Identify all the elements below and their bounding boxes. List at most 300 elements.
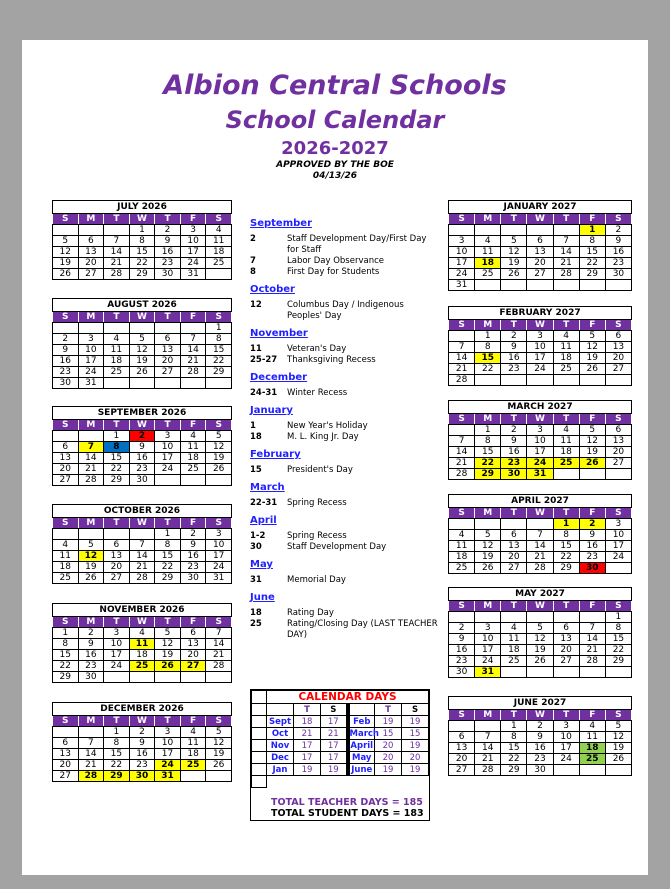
- day-cell: 27: [449, 765, 475, 776]
- week-row: [53, 453, 232, 464]
- calendar-days-row: [252, 764, 429, 776]
- day-cell: 19: [501, 258, 527, 269]
- day-cell: 8: [129, 236, 155, 247]
- day-cell: 25: [104, 367, 130, 378]
- event-item: [250, 575, 440, 586]
- teacher-days: 19: [375, 716, 402, 728]
- day-cell: 15: [129, 247, 155, 258]
- weekday-header: T: [553, 508, 579, 519]
- student-days: 20: [402, 752, 429, 764]
- weekday-header: T: [155, 617, 181, 628]
- month-label: Nov: [267, 740, 294, 752]
- day-cell: 11: [53, 551, 79, 562]
- day-cell: 29: [104, 771, 130, 782]
- day-cell: 20: [180, 650, 206, 661]
- day-cell: 6: [155, 334, 181, 345]
- empty-cell: [475, 375, 501, 386]
- day-cell: 24: [78, 367, 104, 378]
- day-cell: 11: [206, 236, 232, 247]
- day-cell: 25: [180, 464, 206, 475]
- event-month-heading[interactable]: March: [250, 482, 285, 493]
- event-month-heading[interactable]: May: [250, 559, 273, 570]
- empty-cell: [475, 519, 501, 530]
- day-cell: 18: [501, 645, 527, 656]
- day-cell: 1: [104, 727, 130, 738]
- day-cell: 11: [449, 541, 475, 552]
- day-cell: 5: [206, 727, 232, 738]
- week-row: [53, 727, 232, 738]
- col-student-2: S: [402, 704, 429, 716]
- day-cell: 7: [78, 738, 104, 749]
- weekday-header: T: [553, 710, 579, 721]
- empty-cell: [527, 612, 553, 623]
- day-cell: 21: [78, 464, 104, 475]
- day-cell: 2: [155, 225, 181, 236]
- day-cell: 25: [129, 661, 155, 672]
- weekday-header: T: [501, 214, 527, 225]
- calendar-days-row: [252, 728, 429, 740]
- weekday-header: S: [53, 617, 79, 628]
- event-date: 15: [250, 465, 262, 475]
- teacher-days: 19: [294, 764, 321, 776]
- empty-cell: [78, 727, 104, 738]
- day-cell: 17: [527, 447, 553, 458]
- day-cell: 20: [553, 645, 579, 656]
- month-november-2026: [52, 603, 232, 683]
- day-cell: 3: [527, 331, 553, 342]
- day-cell: 2: [501, 425, 527, 436]
- event-item: [250, 608, 440, 619]
- month-label: Sept: [267, 716, 294, 728]
- empty-cell: [155, 378, 181, 389]
- event-date: 30: [250, 542, 262, 552]
- month-june-2027: [448, 696, 632, 776]
- weekday-header: T: [553, 320, 579, 331]
- day-cell: 7: [475, 732, 501, 743]
- week-row: [53, 258, 232, 269]
- empty-cell: [53, 431, 79, 442]
- month-april-2027: [448, 494, 632, 574]
- event-item: [250, 300, 440, 322]
- event-item: [250, 388, 440, 399]
- day-cell: 25: [553, 458, 579, 469]
- week-row: [449, 765, 632, 776]
- empty-cell: [553, 375, 579, 386]
- day-cell: 12: [206, 738, 232, 749]
- day-cell: 21: [78, 760, 104, 771]
- day-cell: 29: [553, 563, 579, 574]
- day-cell: 8: [155, 540, 181, 551]
- day-cell: 14: [206, 639, 232, 650]
- empty-cell: [155, 475, 181, 486]
- empty-cell: [475, 721, 501, 732]
- event-date: 18: [250, 608, 262, 618]
- weekday-header: W: [129, 716, 155, 727]
- teacher-days: 15: [375, 728, 402, 740]
- week-row: [449, 721, 632, 732]
- event-month-heading[interactable]: June: [250, 592, 275, 603]
- day-cell: 31: [155, 771, 181, 782]
- weekday-header: T: [104, 312, 130, 323]
- day-cell: 17: [180, 247, 206, 258]
- day-cell: 15: [553, 541, 579, 552]
- day-cell: 9: [605, 236, 631, 247]
- day-cell: 13: [605, 342, 631, 353]
- day-cell: 12: [527, 634, 553, 645]
- student-days: 19: [321, 764, 348, 776]
- empty-cell: [553, 469, 579, 480]
- empty-cell: [104, 323, 130, 334]
- day-cell: 17: [155, 453, 181, 464]
- empty-cell: [553, 280, 579, 291]
- event-date: 1: [250, 421, 256, 431]
- day-cell: 27: [605, 458, 631, 469]
- day-cell: 9: [501, 342, 527, 353]
- week-row: [53, 236, 232, 247]
- day-cell: 9: [155, 236, 181, 247]
- event-description: Spring Recess: [287, 531, 347, 541]
- empty-cell: [527, 667, 553, 678]
- month-label: April: [348, 740, 375, 752]
- day-cell: 6: [180, 628, 206, 639]
- event-description: Winter Recess: [287, 388, 348, 398]
- event-description: M. L. King Jr. Day: [287, 432, 359, 442]
- day-cell: 7: [449, 342, 475, 353]
- day-cell: 1: [129, 225, 155, 236]
- month-label: March: [349, 728, 379, 739]
- day-cell: 25: [206, 258, 232, 269]
- week-row: [449, 247, 632, 258]
- weekday-header: F: [579, 214, 605, 225]
- day-cell: 7: [527, 530, 553, 541]
- weekday-header: F: [180, 518, 206, 529]
- week-row: [53, 562, 232, 573]
- day-cell: 7: [129, 540, 155, 551]
- day-cell: 23: [129, 464, 155, 475]
- day-cell: 1: [605, 612, 631, 623]
- day-cell: 10: [527, 436, 553, 447]
- empty-cell: [206, 269, 232, 280]
- day-cell: 25: [475, 269, 501, 280]
- week-row: [53, 529, 232, 540]
- day-cell: 12: [475, 541, 501, 552]
- day-cell: 26: [53, 269, 79, 280]
- day-cell: 22: [501, 754, 527, 765]
- weekday-header: F: [180, 617, 206, 628]
- day-cell: 4: [553, 331, 579, 342]
- empty-cell: [180, 771, 206, 782]
- weekday-header: S: [53, 420, 79, 431]
- empty-cell: [579, 280, 605, 291]
- day-cell: 23: [527, 754, 553, 765]
- weekday-header: S: [605, 710, 631, 721]
- day-cell: 13: [449, 743, 475, 754]
- day-cell: 15: [475, 353, 501, 364]
- day-cell: 7: [104, 236, 130, 247]
- week-row: [53, 672, 232, 683]
- total-teacher-days: TOTAL TEACHER DAYS = 185: [271, 796, 423, 808]
- day-cell: 27: [78, 269, 104, 280]
- day-cell: 7: [579, 623, 605, 634]
- teacher-days: 21: [294, 728, 321, 740]
- day-cell: 6: [553, 623, 579, 634]
- week-row: [449, 656, 632, 667]
- week-row: [449, 436, 632, 447]
- week-row: [449, 364, 632, 375]
- day-cell: 2: [78, 628, 104, 639]
- day-cell: 23: [78, 661, 104, 672]
- event-month-heading[interactable]: October: [250, 284, 295, 295]
- day-cell: 29: [605, 656, 631, 667]
- day-cell: 25: [180, 760, 206, 771]
- day-cell: 14: [527, 541, 553, 552]
- day-cell: 17: [605, 541, 631, 552]
- day-cell: 6: [53, 738, 79, 749]
- day-cell: 24: [155, 760, 181, 771]
- day-cell: 16: [53, 356, 79, 367]
- empty-cell: [527, 280, 553, 291]
- day-cell: 5: [579, 331, 605, 342]
- empty-cell: [206, 771, 232, 782]
- day-cell: 20: [605, 447, 631, 458]
- event-month-heading[interactable]: September: [250, 218, 312, 229]
- day-cell: 7: [78, 442, 104, 453]
- weekday-header: M: [475, 508, 501, 519]
- week-row: [449, 458, 632, 469]
- event-date: 18: [250, 432, 262, 442]
- day-cell: 23: [180, 562, 206, 573]
- day-cell: 16: [129, 453, 155, 464]
- weekday-header: F: [180, 420, 206, 431]
- day-cell: 11: [129, 639, 155, 650]
- day-cell: 2: [180, 529, 206, 540]
- day-cell: 29: [475, 469, 501, 480]
- week-row: [449, 634, 632, 645]
- day-cell: 10: [475, 634, 501, 645]
- month-title: DECEMBER 2026: [53, 703, 232, 716]
- event-date: 25: [250, 619, 262, 629]
- day-cell: 20: [449, 754, 475, 765]
- day-cell: 27: [527, 269, 553, 280]
- event-description: First Day for Students: [287, 267, 380, 277]
- week-row: [449, 425, 632, 436]
- empty-cell: [449, 331, 475, 342]
- month-title: JULY 2026: [53, 201, 232, 214]
- empty-cell: [501, 375, 527, 386]
- week-row: [449, 530, 632, 541]
- day-cell: 5: [155, 628, 181, 639]
- weekday-header: T: [501, 414, 527, 425]
- day-cell: 17: [155, 749, 181, 760]
- day-cell: 15: [104, 453, 130, 464]
- day-cell: 4: [104, 334, 130, 345]
- month-december-2026: [52, 702, 232, 782]
- weekday-header: S: [605, 508, 631, 519]
- weekday-header: M: [475, 710, 501, 721]
- day-cell: 9: [579, 530, 605, 541]
- day-cell: 20: [605, 353, 631, 364]
- day-cell: 28: [129, 573, 155, 584]
- empty-cell: [206, 672, 232, 683]
- weekday-header: S: [53, 518, 79, 529]
- weekday-header: F: [180, 214, 206, 225]
- week-row: [53, 475, 232, 486]
- day-cell: 30: [180, 573, 206, 584]
- weekday-header: T: [104, 214, 130, 225]
- weekday-header: M: [78, 617, 104, 628]
- day-cell: 6: [53, 442, 79, 453]
- weekday-header: W: [527, 601, 553, 612]
- weekday-header: T: [155, 420, 181, 431]
- day-cell: 17: [206, 551, 232, 562]
- day-cell: 15: [53, 650, 79, 661]
- day-cell: 24: [475, 656, 501, 667]
- calendar-days-row: [252, 740, 429, 752]
- student-days: 19: [402, 764, 429, 776]
- day-cell: 12: [53, 247, 79, 258]
- week-row: [449, 552, 632, 563]
- student-days: 17: [321, 716, 348, 728]
- day-cell: 3: [553, 721, 579, 732]
- empty-cell: [449, 225, 475, 236]
- event-item: [250, 234, 440, 256]
- day-cell: 3: [206, 529, 232, 540]
- event-month-heading[interactable]: January: [250, 405, 293, 416]
- empty-cell: [155, 323, 181, 334]
- day-cell: 11: [180, 442, 206, 453]
- empty-cell: [501, 225, 527, 236]
- event-month-heading[interactable]: November: [250, 328, 308, 339]
- day-cell: 5: [501, 236, 527, 247]
- day-cell: 5: [78, 540, 104, 551]
- event-date: 11: [250, 344, 262, 354]
- day-cell: 23: [501, 458, 527, 469]
- day-cell: 11: [180, 738, 206, 749]
- day-cell: 7: [449, 436, 475, 447]
- empty-cell: [553, 667, 579, 678]
- day-cell: 25: [449, 563, 475, 574]
- week-row: [53, 345, 232, 356]
- week-row: [449, 732, 632, 743]
- day-cell: 19: [579, 447, 605, 458]
- event-month-heading[interactable]: April: [250, 515, 277, 526]
- day-cell: 11: [553, 436, 579, 447]
- day-cell: 24: [104, 661, 130, 672]
- week-row: [53, 628, 232, 639]
- day-cell: 6: [104, 540, 130, 551]
- empty-cell: [155, 672, 181, 683]
- day-cell: 19: [206, 453, 232, 464]
- day-cell: 5: [206, 431, 232, 442]
- teacher-days: 17: [294, 740, 321, 752]
- day-cell: 21: [129, 562, 155, 573]
- week-row: [449, 623, 632, 634]
- day-cell: 4: [449, 530, 475, 541]
- week-row: [449, 280, 632, 291]
- weekday-header: W: [129, 518, 155, 529]
- day-cell: 2: [527, 721, 553, 732]
- day-cell: 25: [579, 754, 605, 765]
- day-cell: 18: [579, 743, 605, 754]
- day-cell: 30: [129, 475, 155, 486]
- day-cell: 2: [129, 727, 155, 738]
- day-cell: 10: [155, 442, 181, 453]
- week-row: [53, 738, 232, 749]
- day-cell: 26: [78, 573, 104, 584]
- day-cell: 12: [579, 436, 605, 447]
- week-row: [449, 541, 632, 552]
- day-cell: 8: [579, 236, 605, 247]
- month-may-2027: [448, 587, 632, 678]
- day-cell: 28: [104, 269, 130, 280]
- day-cell: 24: [553, 754, 579, 765]
- events-list: [250, 212, 440, 641]
- week-row: [53, 749, 232, 760]
- week-row: [53, 760, 232, 771]
- event-month-heading[interactable]: February: [250, 449, 301, 460]
- empty-cell: [78, 529, 104, 540]
- month-label: Feb: [348, 716, 375, 728]
- day-cell: 21: [449, 364, 475, 375]
- empty-cell: [605, 667, 631, 678]
- week-row: [449, 236, 632, 247]
- day-cell: 11: [501, 634, 527, 645]
- day-cell: 3: [180, 225, 206, 236]
- day-cell: 10: [104, 639, 130, 650]
- event-date: 25-27: [250, 355, 278, 365]
- day-cell: 28: [180, 367, 206, 378]
- empty-cell: [129, 529, 155, 540]
- district-title: Albion Central Schools: [163, 70, 507, 101]
- teacher-days: 19: [375, 764, 402, 776]
- day-cell: 17: [104, 650, 130, 661]
- student-days: 19: [402, 740, 429, 752]
- day-cell: 29: [129, 269, 155, 280]
- day-cell: 21: [579, 645, 605, 656]
- day-cell: 18: [180, 749, 206, 760]
- event-month-heading[interactable]: December: [250, 372, 308, 383]
- day-cell: 12: [605, 732, 631, 743]
- week-row: [449, 375, 632, 386]
- weekday-header: F: [180, 312, 206, 323]
- day-cell: 23: [501, 364, 527, 375]
- day-cell: 4: [475, 236, 501, 247]
- day-cell: 15: [605, 634, 631, 645]
- empty-cell: [605, 469, 631, 480]
- empty-cell: [53, 323, 79, 334]
- day-cell: 16: [579, 541, 605, 552]
- empty-cell: [104, 672, 130, 683]
- event-description: Staff Development Day: [287, 542, 387, 552]
- day-cell: 16: [129, 749, 155, 760]
- day-cell: 6: [449, 732, 475, 743]
- day-cell: 4: [129, 628, 155, 639]
- school-year: 2026-2027: [281, 138, 389, 159]
- month-title: FEBRUARY 2027: [449, 307, 632, 320]
- day-cell: 16: [501, 447, 527, 458]
- day-cell: 9: [501, 436, 527, 447]
- empty-cell: [449, 519, 475, 530]
- day-cell: 31: [475, 667, 501, 678]
- day-cell: 19: [475, 552, 501, 563]
- day-cell: 4: [180, 431, 206, 442]
- day-cell: 19: [53, 258, 79, 269]
- day-cell: 7: [180, 334, 206, 345]
- empty-cell: [605, 280, 631, 291]
- week-row: [449, 353, 632, 364]
- day-cell: 15: [104, 749, 130, 760]
- day-cell: 16: [501, 353, 527, 364]
